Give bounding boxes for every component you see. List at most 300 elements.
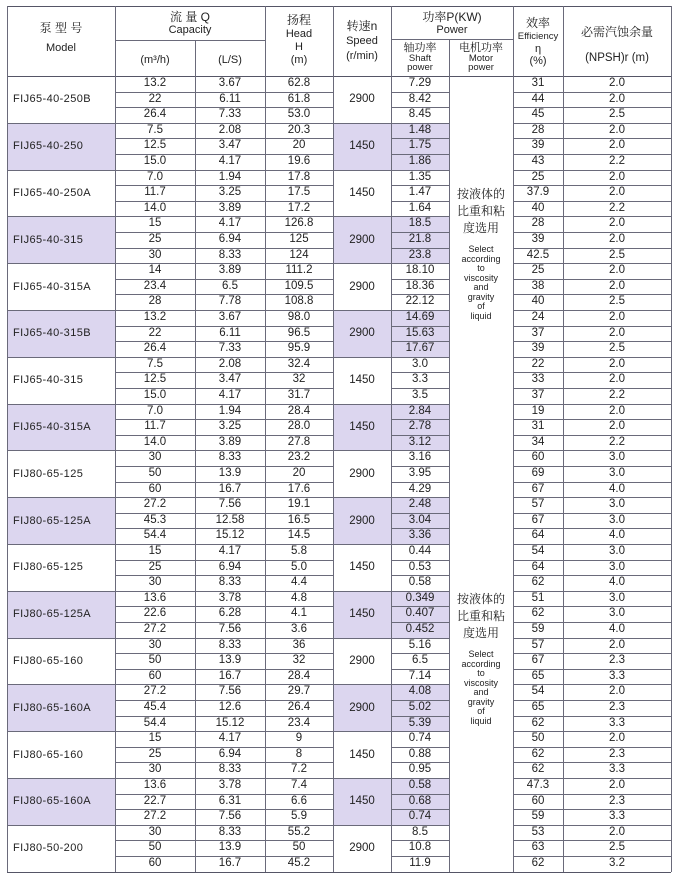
- head-cell: 32.4: [287, 357, 311, 370]
- group-divider: [513, 497, 671, 498]
- npsh-cell: 2.0: [609, 779, 625, 791]
- capacity-m3h-cell: 60: [148, 857, 162, 869]
- column-divider: [115, 6, 116, 872]
- head-cell: 53.0: [287, 108, 311, 121]
- shaft-power-cell: 3.12: [408, 435, 432, 448]
- group-divider: [7, 825, 449, 826]
- npsh-cell: 2.5: [609, 841, 625, 854]
- speed-cell: 1450: [349, 374, 375, 387]
- row-divider: [115, 575, 333, 576]
- row-divider: [391, 482, 449, 483]
- capacity-m3h-cell: 15.0: [143, 389, 167, 401]
- capacity-ls-cell: 13.9: [218, 467, 242, 479]
- npsh-cell: 2.3: [609, 747, 625, 760]
- capacity-ls-cell: 3.25: [218, 420, 242, 433]
- group-divider: [7, 216, 449, 217]
- capacity-m3h-cell: 12.5: [143, 139, 167, 152]
- row-divider: [115, 232, 333, 233]
- row-divider: [513, 606, 671, 607]
- capacity-m3h-cell: 7.0: [147, 170, 163, 183]
- npsh-cell: 4.0: [609, 623, 625, 635]
- npsh-cell: 3.0: [609, 545, 625, 557]
- group-divider: [513, 778, 671, 779]
- shaft-power-cell: 22.12: [405, 295, 435, 308]
- efficiency-cell: 31: [531, 77, 545, 89]
- capacity-ls-cell: 3.89: [218, 264, 242, 277]
- row-divider: [391, 248, 449, 249]
- motor-power-en1: Motor: [468, 53, 494, 64]
- efficiency-cell: 51: [531, 591, 545, 604]
- capacity-ls-cell: 2.08: [218, 123, 242, 136]
- head-cell: 45.2: [287, 857, 311, 869]
- row-divider: [115, 528, 333, 529]
- speed-cell: 1450: [349, 608, 375, 621]
- capacity-ls-cell: 3.78: [218, 591, 242, 604]
- head-cell: 9: [295, 732, 303, 745]
- row-divider: [115, 138, 333, 139]
- note-word: Select: [468, 244, 494, 254]
- shaft-power-cell: 23.8: [408, 248, 432, 261]
- efficiency-cell: 45: [531, 108, 545, 121]
- row-divider: [115, 700, 333, 701]
- row-divider: [513, 388, 671, 389]
- shaft-power-cell: 3.95: [408, 467, 432, 479]
- row-divider: [115, 185, 333, 186]
- row-divider: [115, 466, 333, 467]
- capacity-header-en: Capacity: [168, 24, 212, 36]
- npsh-cell: 2.0: [609, 732, 625, 745]
- row-divider: [115, 482, 333, 483]
- head-cell: 96.5: [287, 326, 311, 339]
- group-divider: [7, 778, 449, 779]
- npsh-cell: 2.0: [609, 326, 625, 339]
- row-divider: [391, 92, 449, 93]
- note-word: viscosity: [463, 272, 498, 283]
- efficiency-cell: 37.9: [526, 186, 550, 199]
- efficiency-cell: 25: [531, 170, 545, 183]
- row-divider: [391, 700, 449, 701]
- capacity-m3h-cell: 25: [148, 747, 162, 760]
- note-word: and: [473, 282, 489, 292]
- speed-cell: 1450: [349, 748, 375, 761]
- efficiency-cell: 28: [531, 123, 545, 136]
- shaft-power-cell: 0.452: [405, 623, 435, 635]
- capacity-m3h-cell: 50: [148, 841, 162, 854]
- column-divider: [513, 6, 514, 872]
- row-divider: [391, 840, 449, 841]
- row-divider: [115, 154, 333, 155]
- row-divider: [115, 107, 333, 108]
- model-cell: FIJ80-65-125A: [13, 514, 91, 527]
- group-divider: [513, 544, 671, 545]
- npsh-cell: 2.0: [609, 311, 625, 323]
- efficiency-header-en: Efficiency: [517, 31, 559, 42]
- capacity-m3h-cell: 23.4: [143, 279, 167, 292]
- row-divider: [115, 794, 333, 795]
- efficiency-cell: 62: [531, 716, 545, 729]
- shaft-power-cell: 15.63: [405, 326, 435, 339]
- note-2-cn-line3: 度选用: [462, 626, 499, 640]
- efficiency-cell: 34: [531, 435, 545, 448]
- speed-header-unit: (r/min): [346, 50, 378, 62]
- group-divider: [513, 450, 671, 451]
- capacity-m3h-cell: 54.4: [143, 529, 167, 542]
- note-word: gravity: [467, 291, 495, 302]
- row-divider: [391, 279, 449, 280]
- head-cell: 108.8: [284, 295, 314, 308]
- capacity-ls-cell: 7.33: [218, 108, 242, 121]
- efficiency-cell: 62: [531, 763, 545, 776]
- row-divider: [513, 419, 671, 420]
- column-divider: [7, 6, 8, 872]
- npsh-cell: 2.0: [609, 186, 625, 199]
- npsh-header-cn: 必需汽蚀余量: [580, 25, 653, 39]
- row-divider: [115, 669, 333, 670]
- capacity-m3h-cell: 54.4: [143, 716, 167, 729]
- efficiency-cell: 64: [531, 529, 545, 542]
- row-divider: [513, 528, 671, 529]
- efficiency-header-sym: η: [534, 43, 542, 55]
- row-divider: [391, 107, 449, 108]
- row-divider: [513, 622, 671, 623]
- row-divider: [513, 840, 671, 841]
- npsh-cell: 2.5: [609, 108, 625, 121]
- row-divider: [115, 762, 333, 763]
- npsh-cell: 2.0: [609, 123, 625, 136]
- shaft-power-cell: 7.29: [408, 77, 432, 89]
- group-divider: [7, 450, 449, 451]
- shaft-power-cell: 3.36: [408, 529, 432, 542]
- row-divider: [513, 201, 671, 202]
- shaft-power-cell: 0.58: [408, 576, 432, 589]
- npsh-cell: 4.0: [609, 482, 625, 495]
- speed-header-cn: 转速n: [346, 19, 378, 33]
- efficiency-cell: 43: [531, 155, 545, 167]
- head-cell: 7.2: [291, 763, 307, 776]
- motor-power-note-1: [449, 186, 513, 321]
- shaft-power-cell: 18.36: [405, 279, 435, 292]
- note-word: according: [461, 658, 501, 669]
- capacity-ls-cell: 3.89: [218, 201, 242, 214]
- note-word: according: [461, 253, 501, 264]
- row-divider: [115, 326, 333, 327]
- head-cell: 20: [292, 139, 306, 152]
- shaft-power-en1: Shaft: [408, 53, 432, 64]
- head-cell: 5.8: [291, 545, 307, 557]
- capacity-m3h-cell: 22: [148, 326, 162, 339]
- head-cell: 126.8: [284, 217, 314, 230]
- head-cell: 111.2: [285, 264, 313, 277]
- capacity-ls-cell: 8.33: [218, 825, 242, 838]
- row-divider: [115, 201, 333, 202]
- speed-cell: 1450: [349, 420, 375, 433]
- shaft-power-cell: 3.04: [408, 513, 432, 526]
- shaft-power-cell: 0.407: [405, 607, 435, 620]
- shaft-power-cell: 3.3: [412, 373, 428, 386]
- row-divider: [513, 279, 671, 280]
- model-cell: FIJ80-65-160A: [13, 701, 91, 714]
- row-divider: [391, 606, 449, 607]
- speed-cell: 1450: [349, 561, 375, 574]
- capacity-m3h-cell: 27.2: [143, 498, 167, 511]
- column-divider: [671, 6, 672, 872]
- row-divider: [513, 856, 671, 857]
- table-bottom-border: [7, 872, 671, 873]
- model-cell: FIJ65-40-315: [13, 374, 84, 387]
- capacity-sub-divider: [115, 40, 265, 41]
- head-cell: 28.0: [287, 420, 311, 433]
- head-cell: 4.4: [291, 576, 307, 589]
- row-divider: [391, 794, 449, 795]
- efficiency-cell: 40: [531, 295, 545, 308]
- head-cell: 27.8: [287, 435, 311, 448]
- capacity-m3h-cell: 50: [148, 467, 162, 479]
- motor-power-note-2: [449, 591, 513, 726]
- capacity-m3h-cell: 15.0: [143, 155, 167, 167]
- npsh-cell: 2.5: [609, 248, 625, 261]
- shaft-power-cn: 轴功率: [403, 42, 437, 54]
- row-divider: [391, 653, 449, 654]
- row-divider: [391, 372, 449, 373]
- npsh-cell: 3.0: [609, 451, 625, 464]
- efficiency-header-unit: (%): [529, 55, 547, 67]
- head-cell: 61.8: [287, 92, 311, 105]
- capacity-m3h-cell: 27.2: [143, 685, 167, 698]
- capacity-m3h-cell: 28: [148, 295, 162, 308]
- capacity-ls-cell: 8.33: [218, 638, 242, 651]
- efficiency-cell: 28: [531, 217, 545, 230]
- shaft-power-cell: 2.78: [408, 420, 432, 433]
- shaft-power-cell: 3.0: [412, 357, 428, 370]
- shaft-power-cell: 6.5: [412, 654, 428, 667]
- shaft-power-en2: power: [407, 62, 433, 73]
- shaft-power-cell: 0.68: [408, 794, 432, 807]
- capacity-m3h-cell: 12.5: [143, 373, 167, 386]
- power-header-en: Power: [436, 24, 468, 36]
- note-2-en: [449, 650, 513, 726]
- model-cell: FIJ80-65-125: [13, 561, 84, 574]
- row-divider: [513, 669, 671, 670]
- capacity-m3h-cell: 15: [148, 732, 162, 745]
- capacity-m3h-cell: 13.2: [143, 77, 167, 89]
- head-cell: 124: [289, 248, 309, 261]
- npsh-cell: 2.0: [609, 638, 625, 651]
- speed-cell: 1450: [349, 140, 375, 153]
- capacity-ls-cell: 7.56: [218, 498, 242, 511]
- npsh-cell: 2.0: [609, 139, 625, 152]
- motor-power-en2: power: [468, 62, 494, 73]
- npsh-cell: 2.3: [609, 654, 625, 667]
- speed-cell: 2900: [349, 514, 375, 527]
- group-divider: [513, 591, 671, 592]
- row-divider: [391, 435, 449, 436]
- row-divider: [513, 513, 671, 514]
- capacity-m3h-cell: 45.3: [143, 513, 167, 526]
- group-divider: [513, 404, 671, 405]
- head-cell: 32: [292, 373, 306, 386]
- shaft-power-cell: 0.349: [405, 591, 435, 604]
- shaft-power-cell: 1.75: [408, 139, 432, 152]
- group-divider: [513, 216, 671, 217]
- column-divider: [563, 6, 564, 872]
- group-divider: [513, 684, 671, 685]
- row-divider: [391, 326, 449, 327]
- efficiency-cell: 19: [531, 404, 545, 417]
- efficiency-cell: 39: [531, 233, 545, 245]
- row-divider: [115, 606, 333, 607]
- npsh-cell: 2.0: [609, 420, 625, 433]
- npsh-cell: 3.3: [609, 716, 625, 729]
- efficiency-cell: 67: [531, 482, 545, 495]
- capacity-ls-cell: 4.17: [218, 732, 242, 745]
- efficiency-cell: 53: [531, 825, 545, 838]
- note-word: to: [477, 263, 485, 273]
- row-divider: [391, 669, 449, 670]
- head-cell: 50: [292, 841, 306, 854]
- shaft-power-cell: 5.16: [408, 638, 432, 651]
- capacity-ls-cell: 4.17: [218, 389, 242, 401]
- note-word: and: [473, 687, 489, 697]
- npsh-cell: 2.0: [609, 264, 625, 277]
- row-divider: [513, 341, 671, 342]
- npsh-cell: 3.0: [609, 560, 625, 573]
- note-word: viscosity: [463, 677, 498, 688]
- shaft-power-cell: 17.67: [405, 342, 435, 355]
- row-divider: [391, 154, 449, 155]
- note-word: to: [477, 668, 485, 678]
- capacity-m3h-cell: 11.7: [144, 186, 166, 199]
- capacity-ls-cell: 3.67: [218, 311, 242, 323]
- shaft-power-cell: 0.58: [408, 779, 432, 791]
- efficiency-cell: 50: [531, 732, 545, 745]
- capacity-m3h-cell: 25: [148, 560, 162, 573]
- npsh-cell: 2.2: [609, 389, 625, 401]
- group-divider: [513, 170, 671, 171]
- npsh-cell: 2.2: [609, 435, 625, 448]
- shaft-power-cell: 1.64: [408, 201, 432, 214]
- row-divider: [513, 232, 671, 233]
- note-1-cn-line2: 比重和粘: [456, 204, 505, 218]
- capacity-ls-cell: 15.12: [215, 529, 245, 542]
- npsh-cell: 3.2: [609, 857, 625, 869]
- npsh-cell: 2.3: [609, 794, 625, 807]
- row-divider: [391, 294, 449, 295]
- model-cell: FIJ80-65-125A: [13, 608, 91, 621]
- row-divider: [115, 716, 333, 717]
- row-divider: [513, 466, 671, 467]
- row-divider: [115, 747, 333, 748]
- capacity-ls-cell: 8.33: [218, 248, 242, 261]
- note-word: liquid: [470, 310, 492, 321]
- npsh-cell: 2.0: [609, 233, 625, 245]
- row-divider: [115, 560, 333, 561]
- capacity-ls-cell: 8.33: [218, 763, 242, 776]
- head-cell: 23.2: [287, 451, 311, 464]
- head-cell: 16.5: [287, 513, 311, 526]
- note-1-en: [449, 245, 513, 321]
- capacity-m3h-cell: 30: [148, 638, 162, 651]
- npsh-cell: 2.0: [609, 170, 625, 183]
- shaft-power-cell: 4.29: [408, 482, 432, 495]
- row-divider: [391, 575, 449, 576]
- table-top-border: [7, 6, 671, 7]
- efficiency-cell: 62: [531, 576, 545, 589]
- capacity-m3h-cell: 13.6: [143, 591, 167, 604]
- row-divider: [513, 372, 671, 373]
- row-divider: [513, 794, 671, 795]
- head-header-sym: H: [295, 41, 303, 53]
- row-divider: [513, 107, 671, 108]
- row-divider: [391, 856, 449, 857]
- capacity-m3h-cell: 15: [148, 217, 162, 230]
- capacity-m3h-cell: 15: [148, 545, 162, 557]
- efficiency-cell: 67: [531, 513, 545, 526]
- efficiency-cell: 54: [531, 545, 545, 557]
- capacity-ls-cell: 6.11: [219, 92, 241, 105]
- note-1-cn-line3: 度选用: [462, 221, 499, 235]
- note-word: liquid: [470, 715, 492, 726]
- row-divider: [513, 762, 671, 763]
- speed-header-en: Speed: [346, 35, 378, 47]
- model-cell: FIJ65-40-315B: [13, 327, 91, 340]
- capacity-m3h-cell: 14.0: [143, 201, 167, 214]
- row-divider: [513, 138, 671, 139]
- shaft-power-cell: 0.95: [408, 763, 432, 776]
- efficiency-cell: 22: [531, 357, 545, 370]
- group-divider: [7, 357, 449, 358]
- capacity-m3h-cell: 13.6: [143, 779, 167, 791]
- efficiency-cell: 44: [531, 92, 545, 105]
- row-divider: [513, 560, 671, 561]
- capacity-unit-m3h: (m³/h): [140, 54, 170, 66]
- shaft-power-cell: 0.44: [408, 545, 432, 557]
- npsh-cell: 3.0: [609, 498, 625, 511]
- column-divider: [391, 6, 392, 872]
- capacity-ls-cell: 12.6: [218, 701, 242, 713]
- capacity-ls-cell: 7.56: [218, 623, 242, 635]
- row-divider: [513, 185, 671, 186]
- capacity-ls-cell: 7.78: [218, 295, 242, 308]
- head-cell: 36: [292, 638, 306, 651]
- shaft-power-cell: 8.42: [408, 92, 432, 105]
- row-divider: [391, 232, 449, 233]
- row-divider: [391, 747, 449, 748]
- shaft-power-cell: 3.5: [412, 389, 428, 401]
- row-divider: [513, 294, 671, 295]
- shaft-power-cell: 1.47: [408, 186, 432, 199]
- efficiency-cell: 40: [531, 201, 545, 214]
- capacity-m3h-cell: 14: [148, 264, 162, 277]
- capacity-ls-cell: 8.33: [218, 576, 242, 589]
- npsh-cell: 3.3: [609, 669, 625, 682]
- model-cell: FIJ65-40-315: [13, 233, 84, 246]
- efficiency-cell: 42.5: [526, 248, 550, 261]
- shaft-power-cell: 3.16: [408, 451, 432, 464]
- shaft-power-cell: 5.39: [408, 716, 432, 729]
- row-divider: [391, 762, 449, 763]
- model-header-en: Model: [46, 42, 76, 54]
- capacity-m3h-cell: 30: [148, 763, 162, 776]
- head-header-en: Head: [285, 28, 313, 40]
- speed-cell: 2900: [349, 467, 375, 480]
- capacity-ls-cell: 13.9: [218, 841, 242, 854]
- speed-cell: 2900: [349, 654, 375, 667]
- npsh-cell: 2.0: [609, 357, 625, 370]
- speed-cell: 2900: [349, 93, 375, 106]
- shaft-power-cell: 10.8: [408, 841, 432, 854]
- model-header-cn: 泵 型 号: [39, 21, 83, 35]
- capacity-m3h-cell: 22.7: [143, 794, 167, 807]
